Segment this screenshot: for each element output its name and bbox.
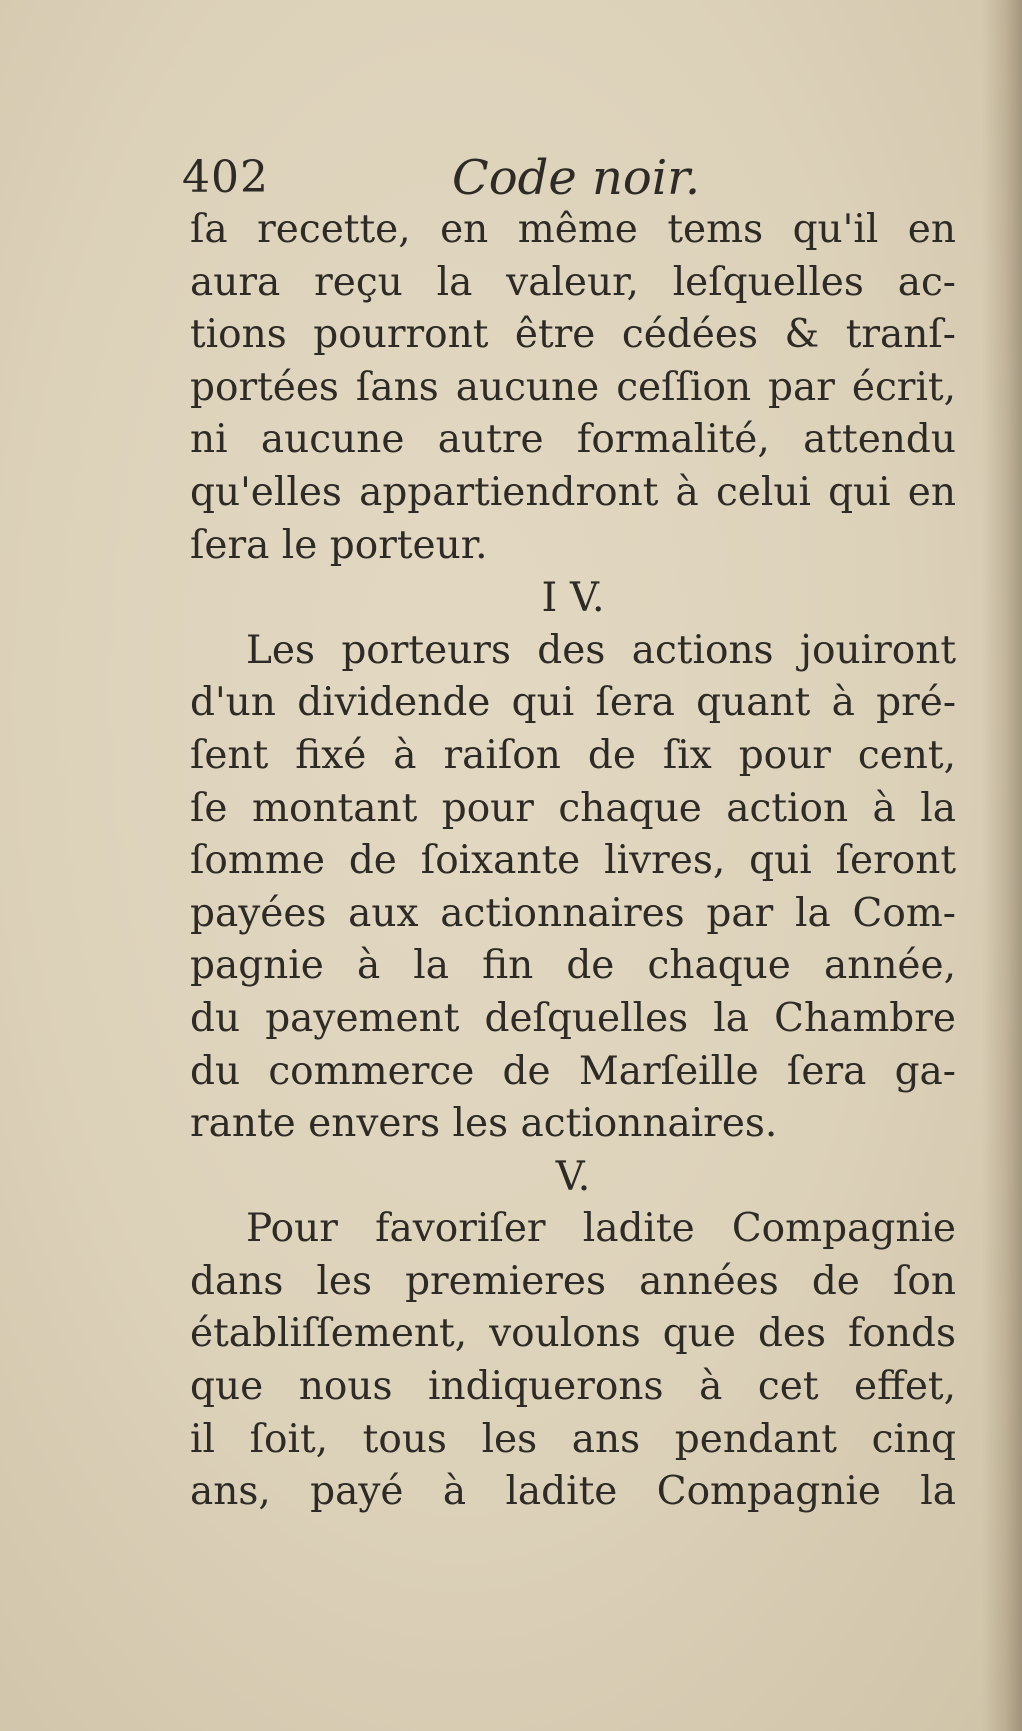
body-text [190,204,956,1519]
text-line: ſe montant pour chaque action à la [190,785,956,831]
text-line: dans les premieres années de ſon [190,1258,956,1304]
text-line: portées ſans aucune ceſſion par écrit, [190,364,956,410]
text-line: ſa recette, en même tems qu'il en [190,207,956,252]
text-line: ans, payé à ladite Compagnie la [190,1469,956,1515]
text-line: il ſoit, tous les ans pendant cinq [190,1416,956,1462]
text-line: qu'elles appartiendront à celui qui en [190,469,956,515]
text-line: d'un dividende qui ſera quant à pré- [190,680,956,726]
text-line: que nous indiquerons à cet effet, [190,1364,956,1410]
text-line: du commerce de Marſeille ſera ga- [190,1048,956,1094]
text-line: aura reçu la valeur, leſquelles ac- [190,259,956,305]
page-header [182,148,962,208]
text-line: établiſſement, voulons que des fonds [190,1311,956,1357]
text-line: Les porteurs des actions jouiront [246,627,956,673]
article-heading: V. [555,1153,591,1200]
text-line: payées aux actionnaires par la Com- [190,890,956,936]
text-line: pagnie à la fin de chaque année, [190,943,956,989]
page-gutter-shadow [982,0,1022,1731]
page-number: 402 [182,152,269,203]
text-line: du payement deſquelles la Chambre [190,995,956,1041]
running-title: Code noir. [452,150,701,206]
text-line: ſent fixé à raiſon de ſix pour cent, [190,732,956,778]
text-line: tions pourront être cédées & tranſ- [190,312,956,358]
article-heading: I V. [541,575,605,622]
text-line: rante envers les actionnaires. [190,1101,778,1147]
text-line: Pour favoriſer ladite Compagnie [246,1206,956,1252]
text-line: ſera le porteur. [190,522,488,568]
text-line: ni aucune autre formalité, attendu [190,417,956,463]
text-line: ſomme de ſoixante livres, qui ſeront [190,838,956,884]
